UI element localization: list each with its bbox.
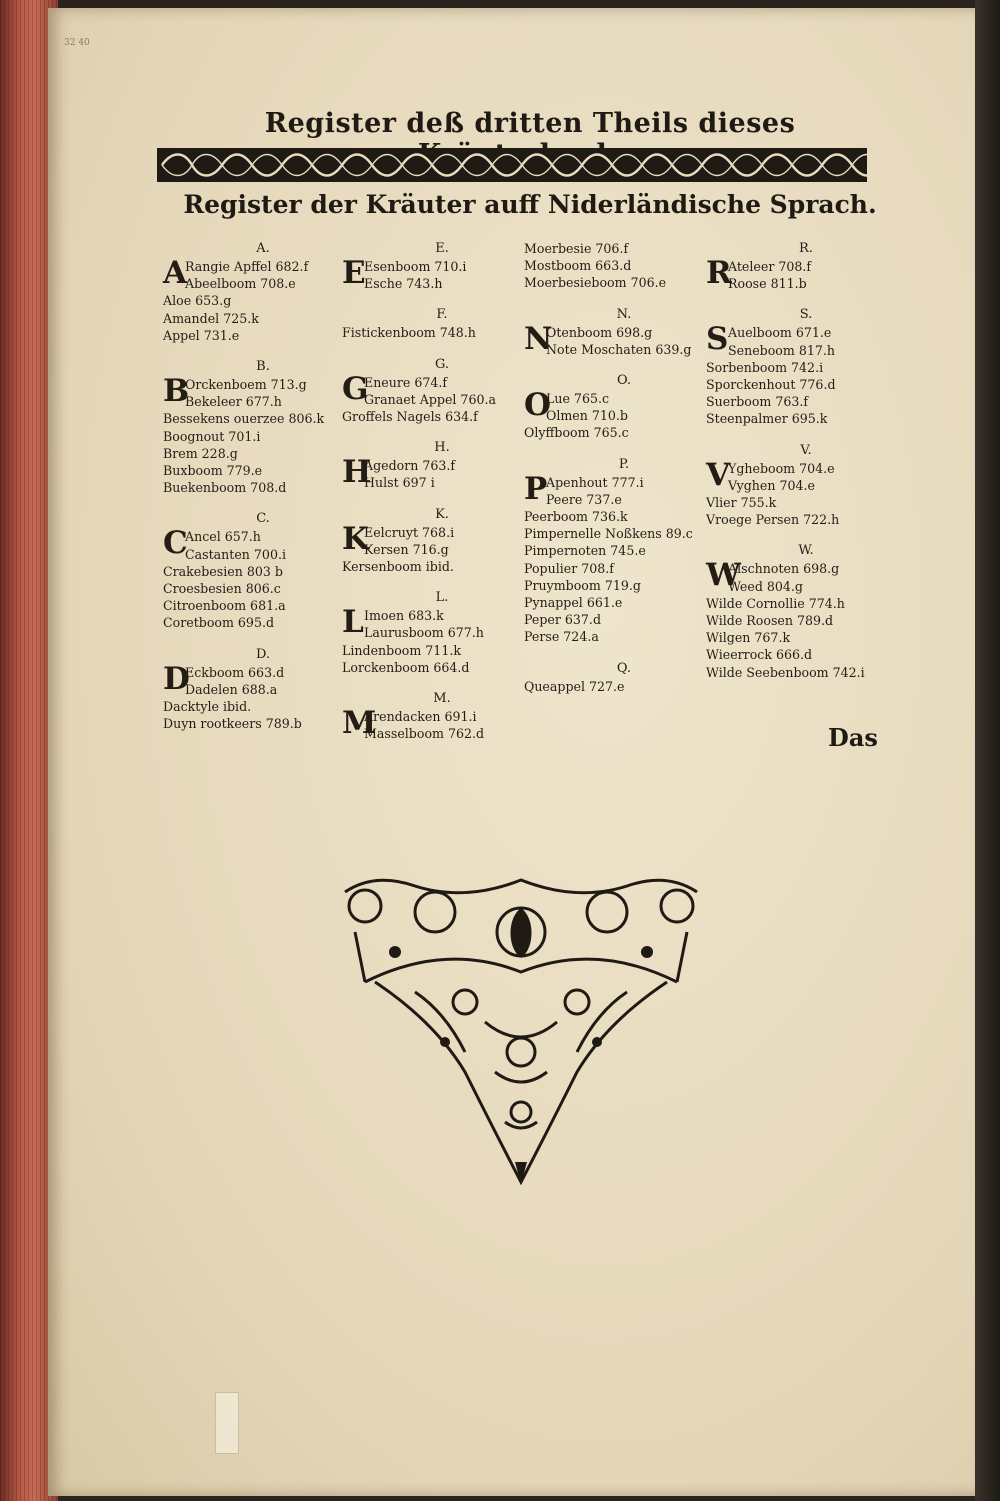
entry-text: Vlier 755.k	[706, 495, 777, 511]
entry-text: Citroenboom 681.a	[163, 598, 286, 614]
entry-text: Arendacken 691.i	[364, 709, 477, 725]
register-entry	[163, 428, 363, 445]
entry-text: Note Moschaten 639.g	[546, 341, 692, 357]
register-entry	[706, 477, 906, 494]
section-gap	[524, 442, 724, 456]
section-gap	[342, 742, 542, 756]
register-entry	[163, 563, 363, 580]
register-entry	[163, 327, 363, 344]
entry-text: Buxboom 779.e	[163, 463, 263, 479]
section-letter: K.	[435, 506, 449, 522]
catchword: Das	[828, 723, 878, 752]
entry-text: Peere 737.e	[546, 491, 622, 507]
register-entry	[163, 546, 363, 563]
register-column-1	[163, 240, 363, 746]
register-entry	[706, 511, 906, 528]
section-letter: V.	[800, 442, 812, 458]
entry-text: Peerboom 736.k	[524, 509, 628, 525]
register-entry	[706, 646, 906, 663]
register-entry	[524, 678, 724, 695]
entry-text: Eckboom 663.d	[185, 664, 285, 680]
section-letter: C.	[256, 511, 270, 527]
register-entry	[163, 614, 363, 631]
section-letter: S.	[799, 307, 813, 323]
register-entry	[706, 393, 906, 410]
entry-text: Alschnoten 698.g	[728, 561, 840, 577]
entry-text: Perse 724.a	[524, 629, 599, 645]
register-column-2	[342, 240, 542, 756]
section-letter: N.	[616, 306, 632, 322]
entry-text: Brem 228.g	[163, 445, 238, 461]
register-entry	[342, 474, 542, 491]
scroll-border-icon	[157, 146, 867, 184]
initial-capital: V	[706, 456, 731, 493]
entry-text: Fistickenboom 748.h	[342, 325, 476, 341]
register-entry	[524, 628, 724, 645]
register-entry	[163, 310, 363, 327]
section-gap	[706, 681, 906, 695]
entry-text: Seneboom 817.h	[728, 342, 835, 358]
book-right-edge	[975, 0, 1000, 1501]
entry-text: Wilde Cornollie 774.h	[706, 595, 845, 611]
entry-text: Granaet Appel 760.a	[364, 391, 496, 407]
register-entry	[524, 240, 724, 257]
register-entry	[524, 611, 724, 628]
entry-text: Olmen 710.b	[546, 408, 628, 424]
register-entry	[706, 664, 906, 681]
entry-text: Coretboom 695.d	[163, 615, 275, 631]
initial-capital: K	[342, 520, 369, 557]
entry-text: Eelcruyt 768.i	[364, 524, 455, 540]
entry-text: Roose 811.b	[728, 276, 807, 292]
entry-text: Moerbesie 706.f	[524, 241, 629, 256]
entry-text: Wilde Roosen 789.d	[706, 613, 834, 629]
section-gap	[342, 575, 542, 589]
initial-capital: C	[163, 525, 188, 562]
entry-text: Masselboom 762.d	[364, 726, 485, 742]
register-entry	[342, 659, 542, 676]
entry-text: Vroege Persen 722.h	[706, 512, 840, 528]
section-gap	[342, 676, 542, 690]
entry-text: Buekenboom 708.d	[163, 480, 287, 496]
entry-text: Moerbesieboom 706.e	[524, 275, 667, 291]
section-letter: A.	[256, 241, 270, 256]
entry-text: Dacktyle ibid.	[163, 699, 252, 715]
entry-text: Kersen 716.g	[364, 541, 449, 557]
initial-capital: N	[524, 320, 553, 357]
initial-capital: D	[163, 660, 190, 697]
section-gap	[524, 646, 724, 660]
register-entry	[706, 359, 906, 376]
section-gap	[342, 292, 542, 306]
initial-capital: B	[163, 373, 190, 410]
page-title: Register deß dritten Theils dieses	[264, 108, 796, 139]
entry-text: Amandel 725.k	[163, 310, 259, 326]
register-entry	[524, 257, 724, 274]
section-letter: G.	[434, 356, 450, 372]
entry-text: Pruymboom 719.g	[524, 577, 641, 593]
entry-text: Vyghen 704.e	[728, 477, 815, 493]
register-entry	[163, 479, 363, 496]
floral-tailpiece-icon	[335, 872, 707, 1190]
entry-text: Duyn rootkeers 789.b	[163, 716, 302, 732]
entry-text: Crakebesien 803 b	[163, 563, 283, 579]
entry-text: Lue 765.c	[546, 391, 610, 407]
section-letter: Q.	[616, 660, 632, 676]
entry-text: Pimpernoten 745.e	[524, 543, 646, 559]
entry-text: Sporckenhout 776.d	[706, 377, 836, 393]
entry-text: Esche 743.h	[364, 276, 443, 292]
register-entry	[706, 342, 906, 359]
entry-text: Croesbesien 806.c	[163, 581, 281, 597]
register-entry	[163, 597, 363, 614]
register-entry	[524, 594, 724, 611]
register-entry	[524, 508, 724, 525]
section-gap	[524, 695, 724, 709]
entry-text: Abeelboom 708.e	[185, 276, 296, 292]
entry-text: Sorbenboom 742.i	[706, 359, 824, 375]
register-entry	[342, 558, 542, 575]
register-entry	[524, 424, 724, 441]
entry-text: Olyffboom 765.c	[524, 425, 629, 441]
register-entry	[163, 580, 363, 597]
entry-text: Populier 708.f	[524, 560, 614, 576]
section-letter: W.	[798, 543, 814, 559]
section-letter: D.	[255, 646, 271, 662]
section-gap	[524, 358, 724, 372]
register-entry	[706, 494, 906, 511]
library-slip	[215, 1392, 239, 1454]
register-entry	[524, 525, 724, 542]
register-entry	[163, 275, 363, 292]
decorative-border	[157, 146, 867, 184]
register-subtitle: Register der Kräuter auff Niderländische Sprach.	[183, 190, 877, 219]
initial-capital: M	[342, 705, 377, 742]
register-entry	[524, 542, 724, 559]
register-entry	[342, 624, 542, 641]
pencil-corner-mark: 32 40	[64, 38, 90, 48]
initial-capital: R	[706, 255, 732, 291]
section-gap	[706, 292, 906, 306]
section-letter: F.	[436, 307, 448, 323]
entry-text: Ygheboom 704.e	[728, 460, 835, 476]
register-entry	[706, 595, 906, 612]
entry-text: Agedorn 763.f	[364, 458, 456, 474]
register-column-3	[524, 240, 724, 709]
section-letter: R.	[799, 241, 813, 256]
entry-text: Groffels Nagels 634.f	[342, 409, 478, 425]
register-entry	[524, 341, 724, 358]
register-entry	[342, 541, 542, 558]
register-entry	[163, 292, 363, 309]
section-gap	[163, 632, 363, 646]
register-entry	[342, 275, 542, 292]
entry-text: Lorckenboom 664.d	[342, 659, 470, 675]
entry-text: Eneure 674.f	[364, 374, 448, 390]
register-entry	[342, 408, 542, 425]
initial-capital: H	[342, 454, 372, 491]
entry-text: Imoen 683.k	[364, 608, 444, 624]
section-gap	[524, 292, 724, 306]
entry-text: Steenpalmer 695.k	[706, 411, 828, 427]
entry-text: Wilde Seebenboom 742.i	[706, 664, 865, 680]
initial-capital: P	[524, 470, 548, 507]
section-gap	[163, 344, 363, 358]
section-gap	[342, 425, 542, 439]
initial-capital: O	[524, 387, 552, 424]
section-letter: M.	[433, 691, 451, 707]
register-entry	[342, 324, 542, 341]
entry-text: Esenboom 710.i	[364, 259, 467, 274]
register-entry	[342, 642, 542, 659]
register-entry	[163, 410, 363, 427]
entry-text: Pimpernelle Noßkens 89.c	[524, 526, 693, 542]
entry-text: Mostboom 663.d	[524, 258, 632, 274]
section-letter: B.	[256, 359, 270, 375]
register-entry	[163, 462, 363, 479]
entry-text: Pynappel 661.e	[524, 595, 623, 611]
register-entry	[706, 275, 906, 292]
entry-text: Suerboom 763.f	[706, 394, 809, 410]
entry-text: Weed 804.g	[728, 578, 803, 594]
entry-text: Rangie Apffel 682.f	[185, 259, 309, 274]
entry-text: Queappel 727.e	[524, 678, 625, 694]
entry-text: Lindenboom 711.k	[342, 642, 461, 658]
register-entry	[163, 445, 363, 462]
entry-text: Appel 731.e	[163, 327, 240, 343]
register-entry	[524, 560, 724, 577]
register-entry	[524, 407, 724, 424]
entry-text: Ateleer 708.f	[728, 259, 812, 274]
section-letter: E.	[435, 241, 449, 256]
entry-text: Hulst 697 i	[364, 475, 435, 491]
register-entry	[706, 410, 906, 427]
section-letter: P.	[618, 456, 630, 472]
register-entry	[163, 681, 363, 698]
entry-text: Laurusboom 677.h	[364, 625, 484, 641]
entry-text: Otenboom 698.g	[546, 324, 653, 340]
register-column-4	[706, 240, 906, 695]
section-gap	[342, 492, 542, 506]
entry-text: Kersenboom ibid.	[342, 559, 454, 575]
register-entry	[706, 376, 906, 393]
section-letter: O.	[616, 373, 632, 389]
initial-capital: L	[342, 604, 364, 641]
section-gap	[163, 496, 363, 510]
register-entry	[524, 577, 724, 594]
entry-text: Bessekens ouerzee 806.k	[163, 411, 325, 427]
entry-text: Dadelen 688.a	[185, 681, 278, 697]
entry-text: Castanten 700.i	[185, 546, 286, 562]
section-letter: H.	[434, 440, 450, 456]
register-entry	[163, 393, 363, 410]
register-entry	[342, 391, 542, 408]
register-entry	[524, 274, 724, 291]
entry-text: Ancel 657.h	[185, 529, 261, 545]
entry-text: Wilgen 767.k	[706, 630, 791, 646]
entry-text: Apenhout 777.i	[546, 474, 644, 490]
entry-text: Bekeleer 677.h	[185, 394, 282, 410]
initial-capital: A	[163, 255, 188, 291]
entry-text: Boognout 701.i	[163, 428, 261, 444]
initial-capital: S	[706, 321, 729, 358]
initial-capital: G	[342, 370, 369, 407]
entry-text: Orckenboem 713.g	[185, 377, 307, 393]
entry-text: Auelboom 671.e	[728, 325, 832, 341]
section-gap	[706, 528, 906, 542]
register-entry	[163, 715, 363, 732]
section-letter: L.	[435, 590, 449, 606]
entry-text: Peper 637.d	[524, 612, 602, 628]
entry-text: Wieerrock 666.d	[706, 647, 813, 663]
entry-text: Aloe 653.g	[163, 293, 232, 309]
section-gap	[163, 732, 363, 746]
register-entry	[163, 698, 363, 715]
section-gap	[706, 428, 906, 442]
initial-capital: W	[706, 557, 741, 594]
initial-capital: E	[342, 255, 366, 291]
register-entry	[706, 612, 906, 629]
register-entry	[524, 491, 724, 508]
section-gap	[342, 342, 542, 356]
register-entry	[706, 629, 906, 646]
